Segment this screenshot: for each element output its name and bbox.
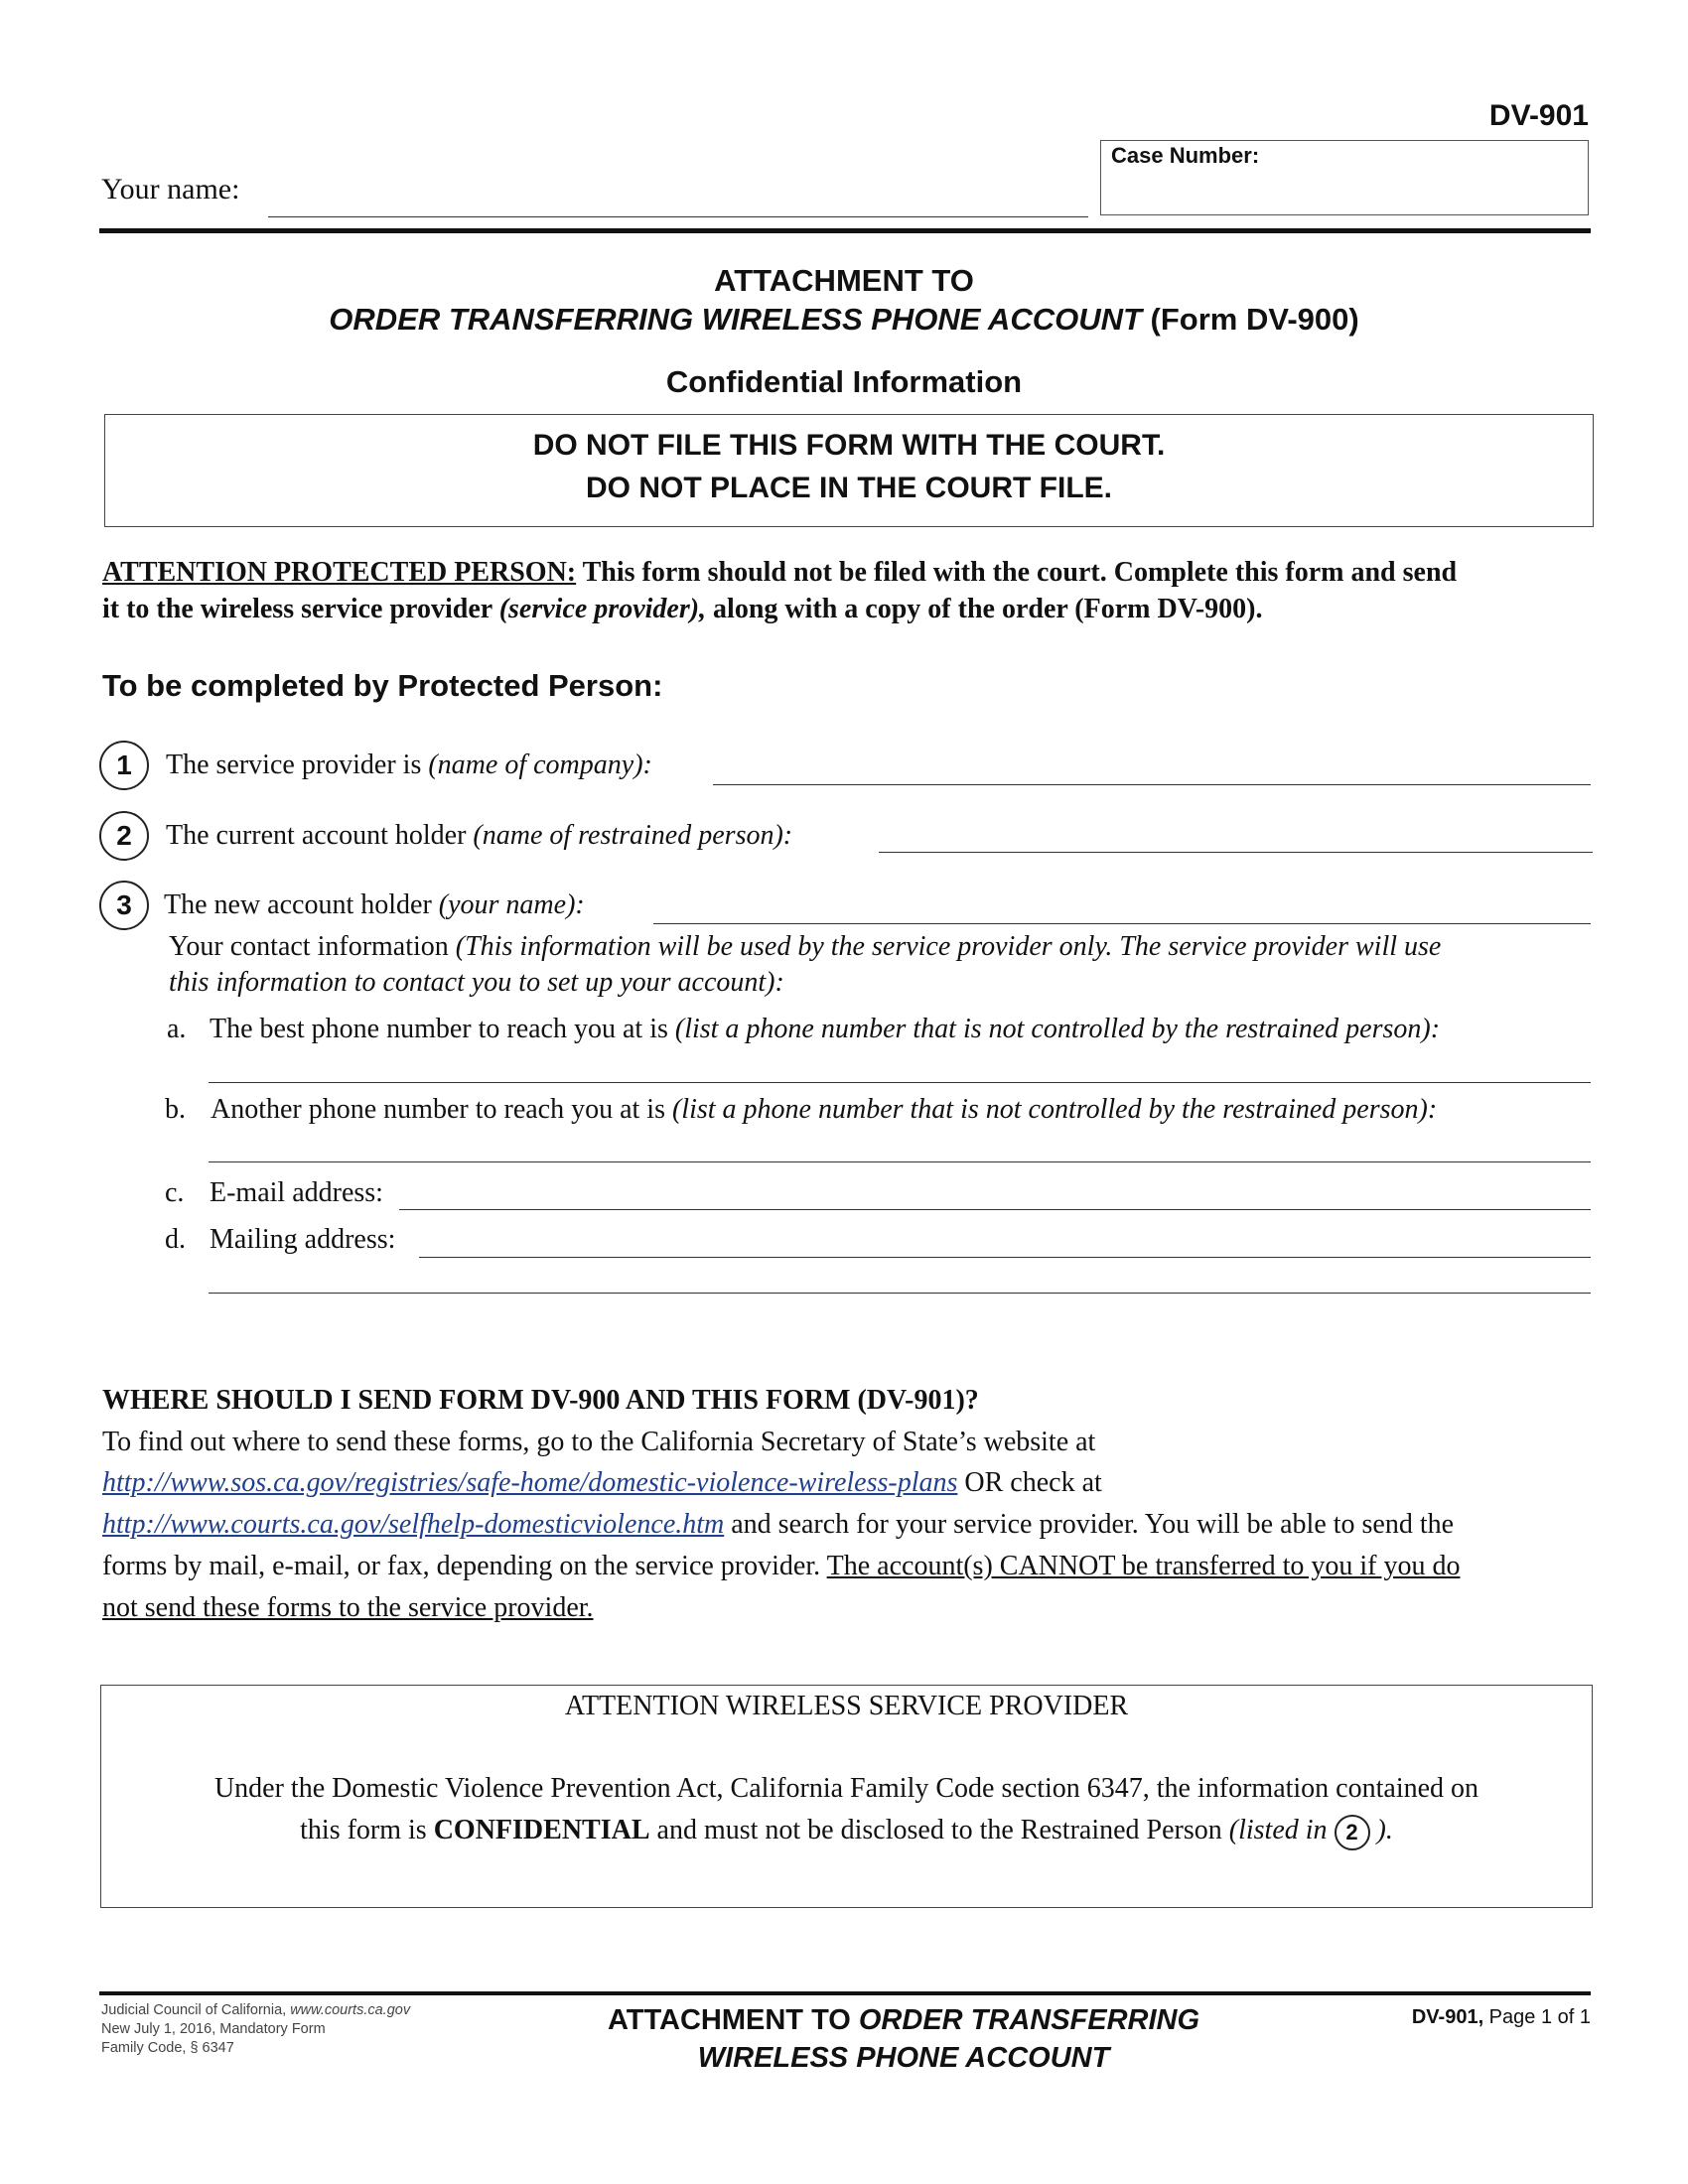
sub-a-label-text: The best phone number to reach you at is bbox=[210, 1014, 675, 1044]
item-2-label bbox=[166, 819, 792, 853]
mailing-address-field-line2[interactable] bbox=[209, 1267, 1591, 1294]
sub-b-label bbox=[211, 1093, 1437, 1127]
provider-line2c: and must not be disclosed to the Restrained Person bbox=[649, 1815, 1229, 1845]
sub-a-label bbox=[210, 1013, 1440, 1046]
where-line3-suffix: and search for your service provider. You will be able to send the bbox=[724, 1509, 1455, 1540]
footer-left-line2: New July 1, 2016, Mandatory Form bbox=[101, 2021, 326, 2037]
courts-link[interactable]: http://www.courts.ca.gov/selfhelp-domesticviolence.htm bbox=[102, 1509, 725, 1540]
title-form-ref: (Form DV-900) bbox=[1150, 302, 1359, 337]
subtitle: Confidential Information bbox=[665, 364, 1023, 399]
provider-ref-badge: 2 bbox=[1335, 1815, 1370, 1850]
footer-title-italic: ORDER TRANSFERRING bbox=[858, 2004, 1200, 2036]
where-line4-prefix: forms by mail, e-mail, or fax, depending on the service provider. bbox=[102, 1551, 827, 1581]
footer-title-line2 bbox=[516, 2042, 1291, 2075]
attention-text2a: it to the wireless service provider bbox=[102, 594, 499, 624]
contact-info-hint2: this information to contact you to set up your account): bbox=[169, 967, 784, 998]
footer-title-line2-text: WIRELESS PHONE ACCOUNT bbox=[697, 2042, 1110, 2074]
title-line2 bbox=[0, 302, 1688, 338]
item-3-number-badge: 3 bbox=[99, 881, 149, 930]
item-1-label-text: The service provider is bbox=[166, 750, 429, 780]
where-line4-warning: The account(s) CANNOT be transferred to you if you do bbox=[826, 1551, 1461, 1581]
footer-title-prefix: ATTACHMENT TO bbox=[607, 2004, 859, 2036]
where-line4 bbox=[102, 1550, 1461, 1583]
warning-line2: DO NOT PLACE IN THE COURT FILE. bbox=[586, 472, 1112, 504]
sub-d-label: Mailing address: bbox=[210, 1224, 396, 1255]
footer-website: www.courts.ca.gov bbox=[290, 2002, 411, 2018]
warning-line1: DO NOT FILE THIS FORM WITH THE COURT. bbox=[532, 429, 1166, 462]
title-form-name: ORDER TRANSFERRING WIRELESS PHONE ACCOUNT bbox=[329, 302, 1142, 337]
your-name-label: Your name: bbox=[101, 173, 240, 205]
where-line5-warning: not send these forms to the service provider. bbox=[102, 1592, 594, 1623]
case-number-box[interactable] bbox=[1100, 140, 1589, 215]
email-field[interactable] bbox=[399, 1181, 1591, 1210]
your-name-field[interactable] bbox=[268, 183, 1088, 217]
sub-c-letter: c. bbox=[165, 1177, 185, 1208]
sub-c-label: E-mail address: bbox=[210, 1177, 383, 1208]
provider-notice-line1: Under the Domestic Violence Prevention Act, California Family Code section 6347, the information contained on bbox=[213, 1773, 1479, 1804]
form-id: DV-901 bbox=[1488, 99, 1589, 132]
sub-b-label-text: Another phone number to reach you at is bbox=[211, 1094, 672, 1125]
provider-notice-line2 bbox=[101, 1812, 1592, 1850]
footer-left-line3: Family Code, § 6347 bbox=[101, 2040, 234, 2056]
item-2-hint: (name of restrained person): bbox=[473, 820, 793, 851]
footer-org: Judicial Council of California, bbox=[101, 2002, 291, 2018]
new-account-holder-field[interactable] bbox=[653, 893, 1591, 924]
attention-text2b: (service provider), bbox=[498, 594, 707, 624]
footer-page-info bbox=[1331, 2006, 1591, 2029]
sos-link[interactable]: http://www.sos.ca.gov/registries/safe-home/domestic-violence-wireless-plans bbox=[102, 1467, 958, 1498]
item-1-label bbox=[166, 749, 652, 782]
current-account-holder-field[interactable] bbox=[879, 822, 1593, 853]
footer-page-number: Page 1 of 1 bbox=[1483, 2006, 1591, 2028]
provider-line2a: this form is bbox=[300, 1815, 434, 1845]
where-line2-suffix: OR check at bbox=[957, 1467, 1102, 1498]
sub-d-letter: d. bbox=[165, 1224, 186, 1255]
where-line1: To find out where to send these forms, go to the California Secretary of State’s website at bbox=[102, 1427, 1096, 1457]
provider-confidential: CONFIDENTIAL bbox=[433, 1815, 650, 1845]
title-line1: ATTACHMENT TO bbox=[714, 263, 974, 298]
attention-text2c: along with a copy of the order (Form DV-900). bbox=[706, 594, 1263, 624]
contact-info-line1 bbox=[169, 930, 1441, 964]
item-3-hint: (your name): bbox=[438, 889, 585, 920]
item-1-number-badge: 1 bbox=[99, 741, 149, 790]
sub-a-letter: a. bbox=[167, 1014, 187, 1044]
sub-b-letter: b. bbox=[165, 1094, 186, 1125]
footer-form-id: DV-901, bbox=[1411, 2006, 1484, 2028]
where-line2 bbox=[102, 1466, 1102, 1500]
provider-line2e: ). bbox=[1376, 1815, 1393, 1845]
sub-a-hint: (list a phone number that is not controlled by the restrained person): bbox=[674, 1014, 1441, 1044]
service-provider-field[interactable] bbox=[713, 754, 1591, 785]
where-heading: WHERE SHOULD I SEND FORM DV-900 AND THIS FORM (DV-901)? bbox=[102, 1385, 979, 1416]
provider-line2d: (listed in bbox=[1228, 1815, 1328, 1845]
attention-line1 bbox=[102, 556, 1457, 590]
where-line3 bbox=[102, 1508, 1454, 1542]
contact-info-line2 bbox=[169, 966, 784, 1000]
attention-text1: This form should not be filed with the court. Complete this form and send bbox=[576, 557, 1458, 588]
item-3-label bbox=[164, 888, 585, 922]
footer-title-line1 bbox=[516, 2004, 1291, 2037]
footer-rule bbox=[99, 1991, 1591, 1995]
item-1-hint: (name of company): bbox=[428, 750, 652, 780]
case-number-label: Case Number: bbox=[1111, 143, 1260, 168]
item-2-number-badge: 2 bbox=[99, 811, 149, 861]
best-phone-field[interactable] bbox=[209, 1054, 1591, 1083]
attention-line2 bbox=[102, 593, 1262, 626]
another-phone-field[interactable] bbox=[209, 1134, 1591, 1162]
sub-b-hint: (list a phone number that is not controlled by the restrained person): bbox=[671, 1094, 1438, 1125]
item-2-label-text: The current account holder bbox=[166, 820, 474, 851]
where-line5 bbox=[102, 1591, 594, 1625]
provider-notice-box bbox=[100, 1685, 1593, 1908]
contact-info-hint1: (This information will be used by the service provider only. The service provider will use bbox=[455, 931, 1442, 962]
section-heading: To be completed by Protected Person: bbox=[102, 668, 663, 703]
mailing-address-field[interactable] bbox=[419, 1229, 1591, 1258]
footer-left-line1 bbox=[101, 2002, 410, 2018]
warning-box bbox=[104, 414, 1594, 527]
attention-label: ATTENTION PROTECTED PERSON: bbox=[102, 557, 577, 588]
item-3-label-text: The new account holder bbox=[164, 889, 439, 920]
provider-notice-heading: ATTENTION WIRELESS SERVICE PROVIDER bbox=[564, 1691, 1129, 1721]
header-rule bbox=[99, 228, 1591, 233]
contact-info-label: Your contact information bbox=[169, 931, 456, 962]
